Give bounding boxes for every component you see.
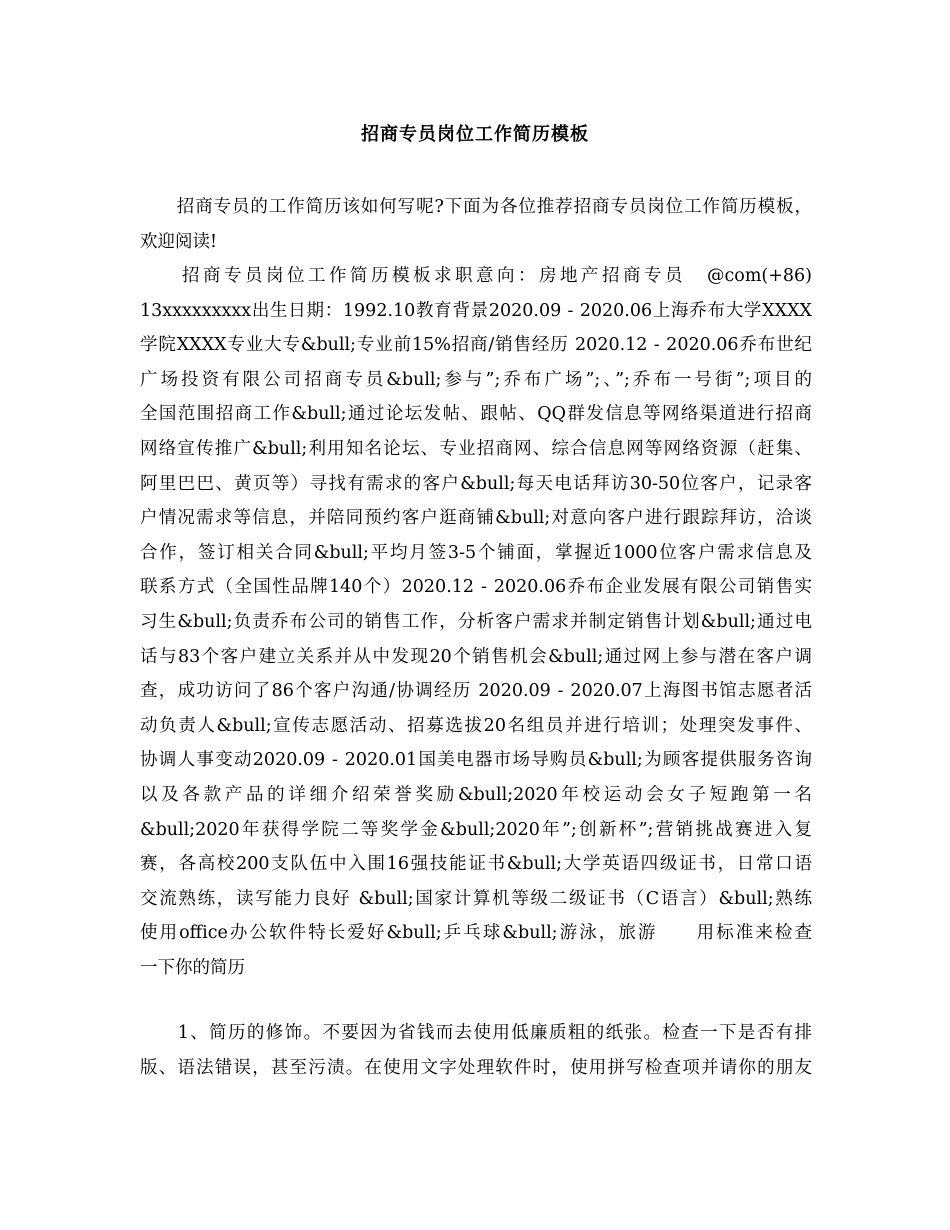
paragraph-line: 使用office办公软件特长爱好&bull;乒乓球&bull;游泳，旅游 用标准来检查 <box>140 923 812 944</box>
paragraph-line: 合作，签订相关合同&bull;平均月签3-5个铺面，掌握近1000位客户需求信息及 <box>140 542 812 563</box>
paragraph-line: 版、语法错误，甚至污渍。在使用文字处理软件时，使用拼写检查项并请你的朋友 <box>140 1057 812 1078</box>
document-title: 招商专员岗位工作简历模板 <box>361 124 589 145</box>
paragraph-line: 欢迎阅读! <box>140 231 218 252</box>
paragraph-line: 招商专员岗位工作简历模板求职意向：房地产招商专员 @com(+86) <box>140 266 812 286</box>
paragraph-line: 学院XXXX专业大专&bull;专业前15%招商/销售经历 2020.12 - 2020.06乔布世纪 <box>140 335 812 356</box>
paragraph-line: 赛，各高校200支队伍中入围16强技能证书&bull;大学英语四级证书，日常口语 <box>140 854 812 875</box>
resume-tips-paragraph <box>140 1016 812 1085</box>
paragraph-line: 13xxxxxxxxx出生日期：1992.10教育背景2020.09 - 2020.06上海乔布大学XXXX <box>140 300 812 321</box>
paragraph-line: 协调人事变动2020.09 - 2020.01国美电器市场导购员&bull;为顾客提供服务咨询 <box>140 750 812 771</box>
paragraph-line: 一下你的简历 <box>140 957 245 978</box>
paragraph-line: 网络宣传推广&bull;利用知名论坛、专业招商网、综合信息网等网络资源（赶集、 <box>140 438 812 459</box>
paragraph-line: 1、简历的修饰。不要因为省钱而去使用低廉质粗的纸张。检查一下是否有排 <box>140 1023 812 1043</box>
paragraph-line: 查，成功访问了86个客户沟通/协调经历 2020.09 - 2020.07上海图书馆志愿者活 <box>140 681 812 702</box>
paragraph-line: 户情况需求等信息，并陪同预约客户逛商铺&bull;对意向客户进行跟踪拜访，洽谈 <box>140 508 812 529</box>
paragraph-line: 广场投资有限公司招商专员&bull;参与”;乔布广场”;、”;乔布一号街”;项目的 <box>140 369 812 390</box>
paragraph-line: 话与83个客户建立关系并从中发现20个销售机会&bull;通过网上参与潜在客户调 <box>140 646 812 667</box>
paragraph-line: 动负责人&bull;宣传志愿活动、招募选拔20名组员并进行培训；处理突发事件、 <box>140 715 812 736</box>
paragraph-line: 阿里巴巴、黄页等）寻找有需求的客户&bull;每天电话拜访30-50位客户，记录客 <box>140 473 812 494</box>
paragraph-line: 以及各款产品的详细介绍荣誉奖励&bull;2020年校运动会女子短跑第一名 <box>140 784 812 805</box>
paragraph-line: 招商专员的工作简历该如何写呢?下面为各位推荐招商专员岗位工作简历模板， <box>140 197 812 217</box>
intro-paragraph <box>140 190 812 259</box>
paragraph-line: &bull;2020年获得学院二等奖学金&bull;2020年”;创新杯”;营销挑战赛进入复 <box>140 819 812 840</box>
paragraph-line: 习生&bull;负责乔布公司的销售工作，分析客户需求并制定销售计划&bull;通过电 <box>140 611 812 632</box>
resume-template-paragraph <box>140 259 812 985</box>
paragraph-line: 联系方式（全国性品牌140个）2020.12 - 2020.06乔布企业发展有限公司销售实 <box>140 577 812 598</box>
paragraph-line: 交流熟练，读写能力良好 &bull;国家计算机等级二级证书（C语言）&bull;熟练 <box>140 888 812 909</box>
paragraph-line: 全国范围招商工作&bull;通过论坛发帖、跟帖、QQ群发信息等网络渠道进行招商 <box>140 404 812 425</box>
